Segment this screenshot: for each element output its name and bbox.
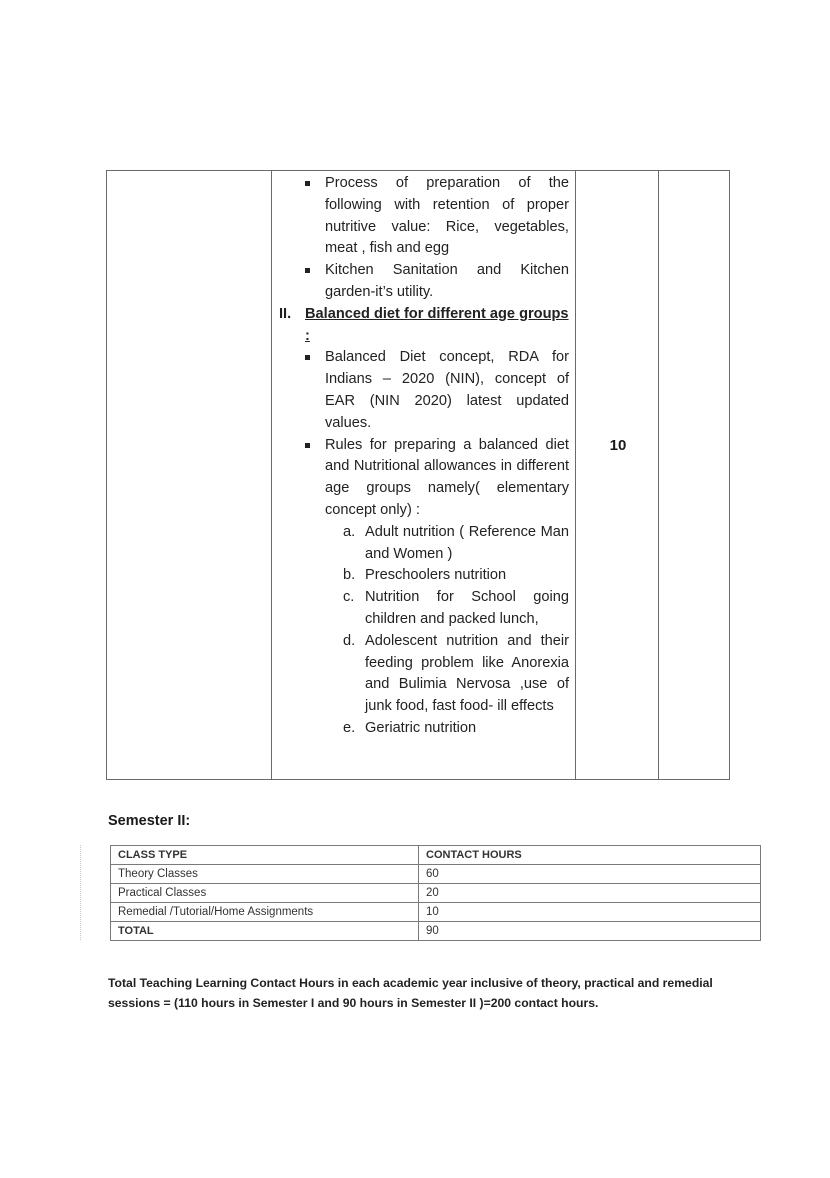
class-type-cell: Practical Classes bbox=[111, 884, 419, 903]
sub-item: e. Geriatric nutrition bbox=[343, 719, 477, 736]
section-heading: II. Balanced diet for different age groups : bbox=[279, 305, 569, 344]
bullet-item: Process of preparation of the following with retention of proper nutritive value: Rice, vegetables, meat , fish and egg bbox=[279, 173, 569, 260]
column-divider bbox=[271, 171, 272, 779]
sub-item: c. Nutrition for School going children and packed lunch, bbox=[343, 589, 569, 627]
bullet-item: Balanced Diet concept, RDA for Indians – 2020 (NIN), concept of EAR (NIN 2020) latest updated values. bbox=[279, 347, 569, 434]
table-row bbox=[111, 903, 761, 922]
table-row bbox=[111, 865, 761, 884]
table-row bbox=[111, 884, 761, 903]
total-hours-cell: 90 bbox=[419, 922, 761, 941]
square-bullet-icon bbox=[305, 355, 310, 360]
table-header-row bbox=[111, 846, 761, 865]
sub-item: d. Adolescent nutrition and their feeding problem like Anorexia and Bulimia Nervosa ,use of junk food, fast food- ill effects bbox=[343, 632, 569, 715]
margin-mark bbox=[80, 845, 81, 940]
header-class-type: CLASS TYPE bbox=[111, 846, 419, 865]
semester-title: Semester II: bbox=[108, 813, 191, 829]
sub-item: b. Preschoolers nutrition bbox=[343, 567, 507, 584]
syllabus-content-cell bbox=[279, 173, 569, 740]
column-divider bbox=[575, 171, 576, 779]
total-row bbox=[111, 922, 761, 941]
square-bullet-icon bbox=[305, 181, 310, 186]
header-contact-hours: CONTACT HOURS bbox=[419, 846, 761, 865]
total-hours-note: Total Teaching Learning Contact Hours in each academic year inclusive of theory, practical and remedial sessions = (110 hours in Semester I and 90 hours in Semester II )=200 contact hours. bbox=[108, 976, 713, 1010]
contact-hours-table bbox=[110, 845, 761, 941]
total-label-cell: TOTAL bbox=[111, 922, 419, 941]
contact-hours-cell: 20 bbox=[419, 884, 761, 903]
sub-item: a. Adult nutrition ( Reference Man and Women ) bbox=[343, 523, 569, 562]
syllabus-table bbox=[106, 170, 730, 780]
square-bullet-icon bbox=[305, 268, 310, 273]
contact-hours-cell: 60 bbox=[419, 865, 761, 884]
class-type-cell: Remedial /Tutorial/Home Assignments bbox=[111, 903, 419, 922]
class-type-cell: Theory Classes bbox=[111, 865, 419, 884]
hours-cell: 10 bbox=[609, 437, 627, 454]
column-divider bbox=[658, 171, 659, 779]
contact-hours-cell: 10 bbox=[419, 903, 761, 922]
bullet-item: Rules for preparing a balanced diet and Nutritional allowances in different age groups namely( elementary concept only) : bbox=[279, 435, 569, 522]
bullet-item: Kitchen Sanitation and Kitchen garden-it’s utility. bbox=[279, 260, 569, 304]
square-bullet-icon bbox=[305, 443, 310, 448]
